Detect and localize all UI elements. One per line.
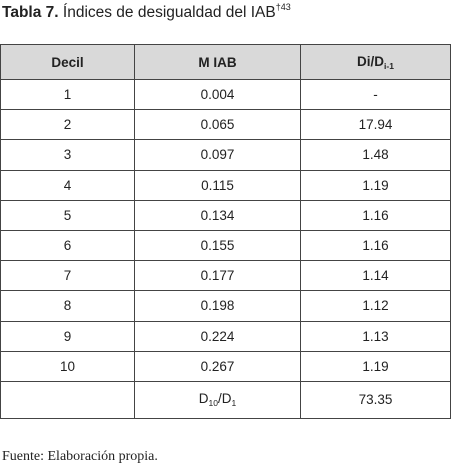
caption-footnote-ref: †43 [275, 2, 291, 12]
caption-label: Tabla 7. [2, 4, 59, 21]
cell-m-iab: 0.267 [135, 351, 301, 381]
cell-m-iab: 0.134 [135, 200, 301, 230]
cell-ratio: 1.13 [301, 321, 451, 351]
cell-ratio: 1.12 [301, 291, 451, 321]
header-m-iab: M IAB [135, 45, 301, 80]
cell-m-iab: 0.065 [135, 110, 301, 140]
table-row [1, 200, 451, 230]
table-caption [2, 2, 291, 22]
cell-m-iab: 0.004 [135, 80, 301, 110]
cell-decil: 8 [1, 291, 135, 321]
header-row [1, 45, 451, 80]
source-note [2, 449, 158, 465]
header-ratio-main: Di/D [357, 53, 385, 69]
summary-label: $D_{10}/D_1$ [135, 381, 301, 418]
cell-decil: 7 [1, 261, 135, 291]
table-row [1, 230, 451, 260]
cell-ratio: 1.16 [301, 200, 451, 230]
cell-m-iab: 0.198 [135, 291, 301, 321]
source-text: Elaboración propia. [44, 449, 158, 464]
header-ratio-sub: i-1 [384, 60, 394, 71]
summary-value: 73.35 [301, 381, 451, 418]
cell-ratio: - [301, 80, 451, 110]
table-row [1, 170, 451, 200]
cell-decil: 2 [1, 110, 135, 140]
caption-text: Índices de desigualdad del IAB [62, 4, 276, 21]
header-ratio [301, 45, 451, 80]
cell-ratio: 1.48 [301, 140, 451, 170]
table-row [1, 321, 451, 351]
table-row [1, 80, 451, 110]
cell-ratio: 1.19 [301, 351, 451, 381]
source-label: Fuente: [2, 449, 44, 464]
cell-ratio: 1.16 [301, 230, 451, 260]
cell-ratio: 1.14 [301, 261, 451, 291]
cell-decil: 6 [1, 230, 135, 260]
cell-ratio: 17.94 [301, 110, 451, 140]
summary-empty-cell [1, 381, 135, 418]
cell-m-iab: 0.155 [135, 230, 301, 260]
cell-decil: 5 [1, 200, 135, 230]
table-row [1, 291, 451, 321]
table-row [1, 351, 451, 381]
cell-m-iab: 0.097 [135, 140, 301, 170]
summary-row [1, 381, 451, 418]
table-row [1, 140, 451, 170]
cell-decil: 9 [1, 321, 135, 351]
table-row [1, 110, 451, 140]
data-table [0, 44, 451, 419]
header-decil: Decil [1, 45, 135, 80]
cell-decil: 4 [1, 170, 135, 200]
cell-m-iab: 0.177 [135, 261, 301, 291]
cell-decil: 3 [1, 140, 135, 170]
cell-m-iab: 0.115 [135, 170, 301, 200]
cell-decil: 1 [1, 80, 135, 110]
cell-m-iab: 0.224 [135, 321, 301, 351]
cell-decil: 10 [1, 351, 135, 381]
table-row [1, 261, 451, 291]
cell-ratio: 1.19 [301, 170, 451, 200]
